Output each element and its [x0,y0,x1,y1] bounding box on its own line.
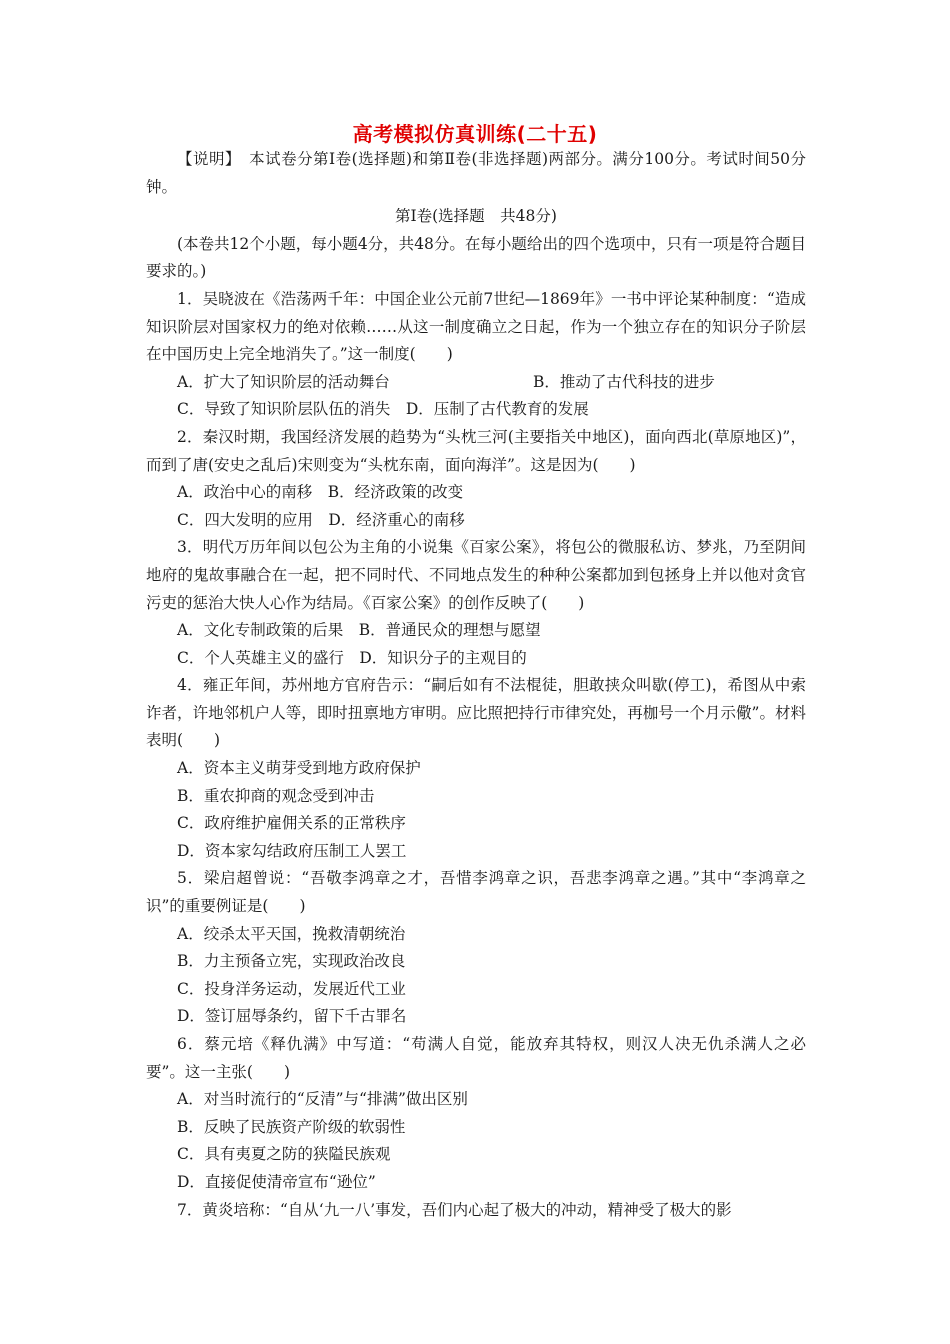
option-row: C．政府维护雇佣关系的正常秩序 [177,814,406,833]
option-row: A．政治中心的南移 B．经济政策的改变 [177,483,464,502]
option-row: A．绞杀太平天国，挽救清朝统治 [177,924,406,943]
option: B．推动了古代科技的进步 [533,372,715,391]
option-row: A．对当时流行的“反清”与“排满”做出区别 [177,1090,468,1109]
option-row: C．个人英雄主义的盛行 D．知识分子的主观目的 [177,648,527,667]
option-row: C．投身洋务运动，发展近代工业 [177,979,406,998]
option-row: A．资本主义萌芽受到地方政府保护 [177,759,421,778]
question-stem: 6．蔡元培《释仇满》中写道：“苟满人自觉，能放弃其特权，则汉人决无仇杀满人之必要”。这一主张( ) [146,1035,806,1081]
option: A．扩大了知识阶层的活动舞台 [177,372,390,391]
question-stem: 7．黄炎培称：“自从‘九一八’事发，吾们内心起了极大的冲动，精神受了极大的影 [177,1200,732,1219]
question-stem: 3．明代万历年间以包公为主角的小说集《百家公案》，将包公的微服私访、梦兆，乃至阴间地府的鬼故事融合在一起，把不同时代、不同地点发生的种种公案都加到包拯身上并以他对贪官污吏的惩治大快人心作为结局。《百家公案》的创作反映了( ) [146,538,806,612]
option-row: B．反映了民族资产阶级的软弱性 [177,1117,406,1136]
option-row [146,369,806,397]
option-row: B．力主预备立宪，实现政治改良 [177,952,406,971]
question-stem: 4．雍正年间，苏州地方官府告示：“嗣后如有不法棍徒，胆敢挟众叫歇(停工)，希图从中索诈者，许地邻机户人等，即时扭禀地方审明。应比照把持行市律究处，再枷号一个月示儆”。材料表明( ) [146,676,806,750]
option-row: C．四大发明的应用 D．经济重心的南移 [177,510,465,529]
intro-paragraph: 【说明】 本试卷分第Ⅰ卷(选择题)和第Ⅱ卷(非选择题)两部分。满分100分。考试时间50分钟。 [146,150,806,196]
document-title: 高考模拟仿真训练(二十五) [352,122,598,146]
section-heading: 第Ⅰ卷(选择题 共48分) [395,207,557,226]
question-stem: 2．秦汉时期，我国经济发展的趋势为“头枕三河(主要指关中地区)，面向西北(草原地区)”，而到了唐(安史之乱后)宋则变为“头枕东南，面向海洋”。这是因为( ) [146,427,806,474]
option-row: A．文化专制政策的后果 B．普通民众的理想与愿望 [177,621,541,640]
option-row: C．导致了知识阶层队伍的消失 D．压制了古代教育的发展 [177,400,589,419]
question-stem: 1．吴晓波在《浩荡两千年：中国企业公元前7世纪—1869年》一书中评论某种制度：“造成知识阶层对国家权力的绝对依赖……从这一制度确立之日起，作为一个独立存在的知识分子阶层在中国历史上完全地消失了。”这一制度( ) [146,289,806,364]
question-stem: 5．梁启超曾说：“吾敬李鸿章之才，吾惜李鸿章之识，吾悲李鸿章之遇。”其中“李鸿章之识”的重要例证是( ) [146,869,806,916]
section-instruction: (本卷共12个小题，每小题4分，共48分。在每小题给出的四个选项中，只有一项是符合题目要求的。) [146,234,806,281]
option-row: D．直接促使清帝宣布“逊位” [177,1172,376,1191]
option-row: D．签订屈辱条约，留下千古罪名 [177,1007,407,1026]
document-body [146,146,806,1224]
option-row: B．重农抑商的观念受到冲击 [177,786,375,805]
option-row: D．资本家勾结政府压制工人罢工 [177,841,407,860]
option-row: C．具有夷夏之防的狭隘民族观 [177,1145,391,1164]
